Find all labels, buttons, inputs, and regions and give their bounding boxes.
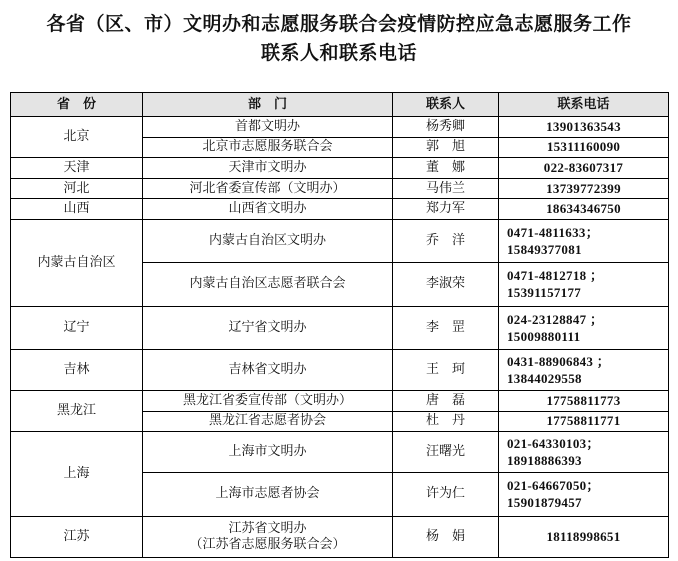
department-cell	[143, 117, 393, 138]
column-header-province: 省 份	[11, 93, 143, 117]
table-row	[11, 158, 669, 179]
department-cell	[143, 306, 393, 349]
contact-cell: 马伟兰	[393, 178, 499, 199]
column-header-contact: 联系人	[393, 93, 499, 117]
province-cell: 辽宁	[11, 306, 143, 349]
phone-number: 17758811773	[546, 392, 621, 408]
department-cell	[143, 137, 393, 158]
phone-cell	[499, 473, 669, 516]
table-row	[11, 516, 669, 557]
department-cell	[143, 199, 393, 220]
table-row	[11, 178, 669, 199]
department-line: 吉林省文明办	[228, 361, 307, 377]
phone-number: 0471-4812718 ；	[507, 268, 604, 284]
phone-number: 0431-88906843 ；	[507, 353, 611, 369]
phone-cell	[499, 117, 669, 138]
contact-cell: 董 娜	[393, 158, 499, 179]
province-cell: 山西	[11, 199, 143, 220]
phone-number: 15849377081	[507, 242, 582, 258]
department-cell	[143, 411, 393, 432]
document-title	[0, 10, 678, 68]
province-cell: 江苏	[11, 516, 143, 557]
department-line: 江苏省文明办	[228, 520, 307, 536]
department-line: 首都文明办	[234, 118, 300, 134]
department-line: 山西省文明办	[228, 201, 307, 217]
department-line: 内蒙古自治区志愿者联合会	[189, 276, 346, 292]
table-row	[11, 390, 669, 411]
department-cell	[143, 263, 393, 306]
table-body	[11, 117, 669, 558]
title-line-1: 各省（区、市）文明办和志愿服务联合会疫情防控应急志愿服务工作	[46, 13, 632, 35]
phone-cell	[499, 158, 669, 179]
contact-cell: 汪曙光	[393, 432, 499, 473]
province-cell: 吉林	[11, 349, 143, 390]
contact-cell: 李淑荣	[393, 263, 499, 306]
phone-number: 15901879457	[507, 495, 582, 511]
contact-cell: 乔 洋	[393, 219, 499, 262]
department-cell	[143, 473, 393, 516]
phone-number: 18118998651	[546, 528, 621, 544]
phone-number: 15009880111	[507, 328, 581, 344]
table-row	[11, 349, 669, 390]
phone-cell	[499, 137, 669, 158]
table-row	[11, 306, 669, 349]
contacts-table	[10, 92, 669, 558]
phone-cell	[499, 516, 669, 557]
department-line: 内蒙古自治区文明办	[208, 233, 326, 249]
phone-cell	[499, 199, 669, 220]
phone-number: 13739772399	[546, 180, 621, 196]
department-line: 上海市文明办	[228, 444, 307, 460]
department-line: （江苏省志愿服务联合会）	[189, 536, 346, 552]
department-line: 辽宁省文明办	[228, 319, 307, 335]
phone-cell	[499, 263, 669, 306]
phone-number: 13901363543	[546, 118, 621, 134]
phone-cell	[499, 178, 669, 199]
department-cell	[143, 390, 393, 411]
province-cell: 北京	[11, 117, 143, 158]
department-line: 北京市志愿服务联合会	[202, 139, 333, 155]
department-cell	[143, 349, 393, 390]
province-cell: 天津	[11, 158, 143, 179]
phone-number: 18634346750	[546, 201, 621, 217]
department-cell	[143, 178, 393, 199]
phone-cell	[499, 411, 669, 432]
contact-cell: 王 珂	[393, 349, 499, 390]
phone-cell	[499, 349, 669, 390]
table-row	[11, 219, 669, 262]
contact-cell: 杨秀卿	[393, 117, 499, 138]
department-line: 上海市志愿者协会	[215, 486, 320, 502]
contact-cell: 杨 娟	[393, 516, 499, 557]
phone-cell	[499, 219, 669, 262]
phone-cell	[499, 306, 669, 349]
table-row	[11, 199, 669, 220]
table-header-row	[11, 93, 669, 117]
phone-number: 022-83607317	[543, 159, 624, 175]
contact-cell: 许为仁	[393, 473, 499, 516]
department-line: 黑龙江省委宣传部（文明办）	[182, 392, 352, 408]
phone-number: 13844029558	[507, 370, 582, 386]
province-cell: 河北	[11, 178, 143, 199]
department-line: 黑龙江省志愿者协会	[208, 413, 326, 429]
phone-number: 0471-4811633；	[507, 225, 600, 241]
phone-number: 18918886393	[507, 453, 582, 469]
phone-number: 15391157177	[507, 285, 582, 301]
contact-cell: 杜 丹	[393, 411, 499, 432]
title-line-2: 联系人和联系电话	[260, 42, 417, 64]
contact-cell: 唐 磊	[393, 390, 499, 411]
phone-number: 15311160090	[546, 139, 621, 155]
contact-cell: 李 罡	[393, 306, 499, 349]
department-line: 河北省委宣传部（文明办）	[189, 180, 346, 196]
phone-number: 17758811771	[546, 413, 621, 429]
phone-number: 024-23128847 ；	[507, 311, 604, 327]
department-cell	[143, 158, 393, 179]
phone-cell	[499, 432, 669, 473]
phone-number: 021-64330103；	[507, 436, 600, 452]
table-row	[11, 432, 669, 473]
department-cell	[143, 219, 393, 262]
phone-number: 021-64667050；	[507, 478, 600, 494]
contact-cell: 郭 旭	[393, 137, 499, 158]
column-header-department: 部 门	[143, 93, 393, 117]
table-row	[11, 117, 669, 138]
province-cell: 黑龙江	[11, 390, 143, 431]
province-cell: 内蒙古自治区	[11, 219, 143, 306]
phone-cell	[499, 390, 669, 411]
province-cell: 上海	[11, 432, 143, 516]
column-header-phone: 联系电话	[499, 93, 669, 117]
department-cell	[143, 432, 393, 473]
department-cell	[143, 516, 393, 557]
contact-cell: 郑力军	[393, 199, 499, 220]
department-line: 天津市文明办	[228, 159, 307, 175]
